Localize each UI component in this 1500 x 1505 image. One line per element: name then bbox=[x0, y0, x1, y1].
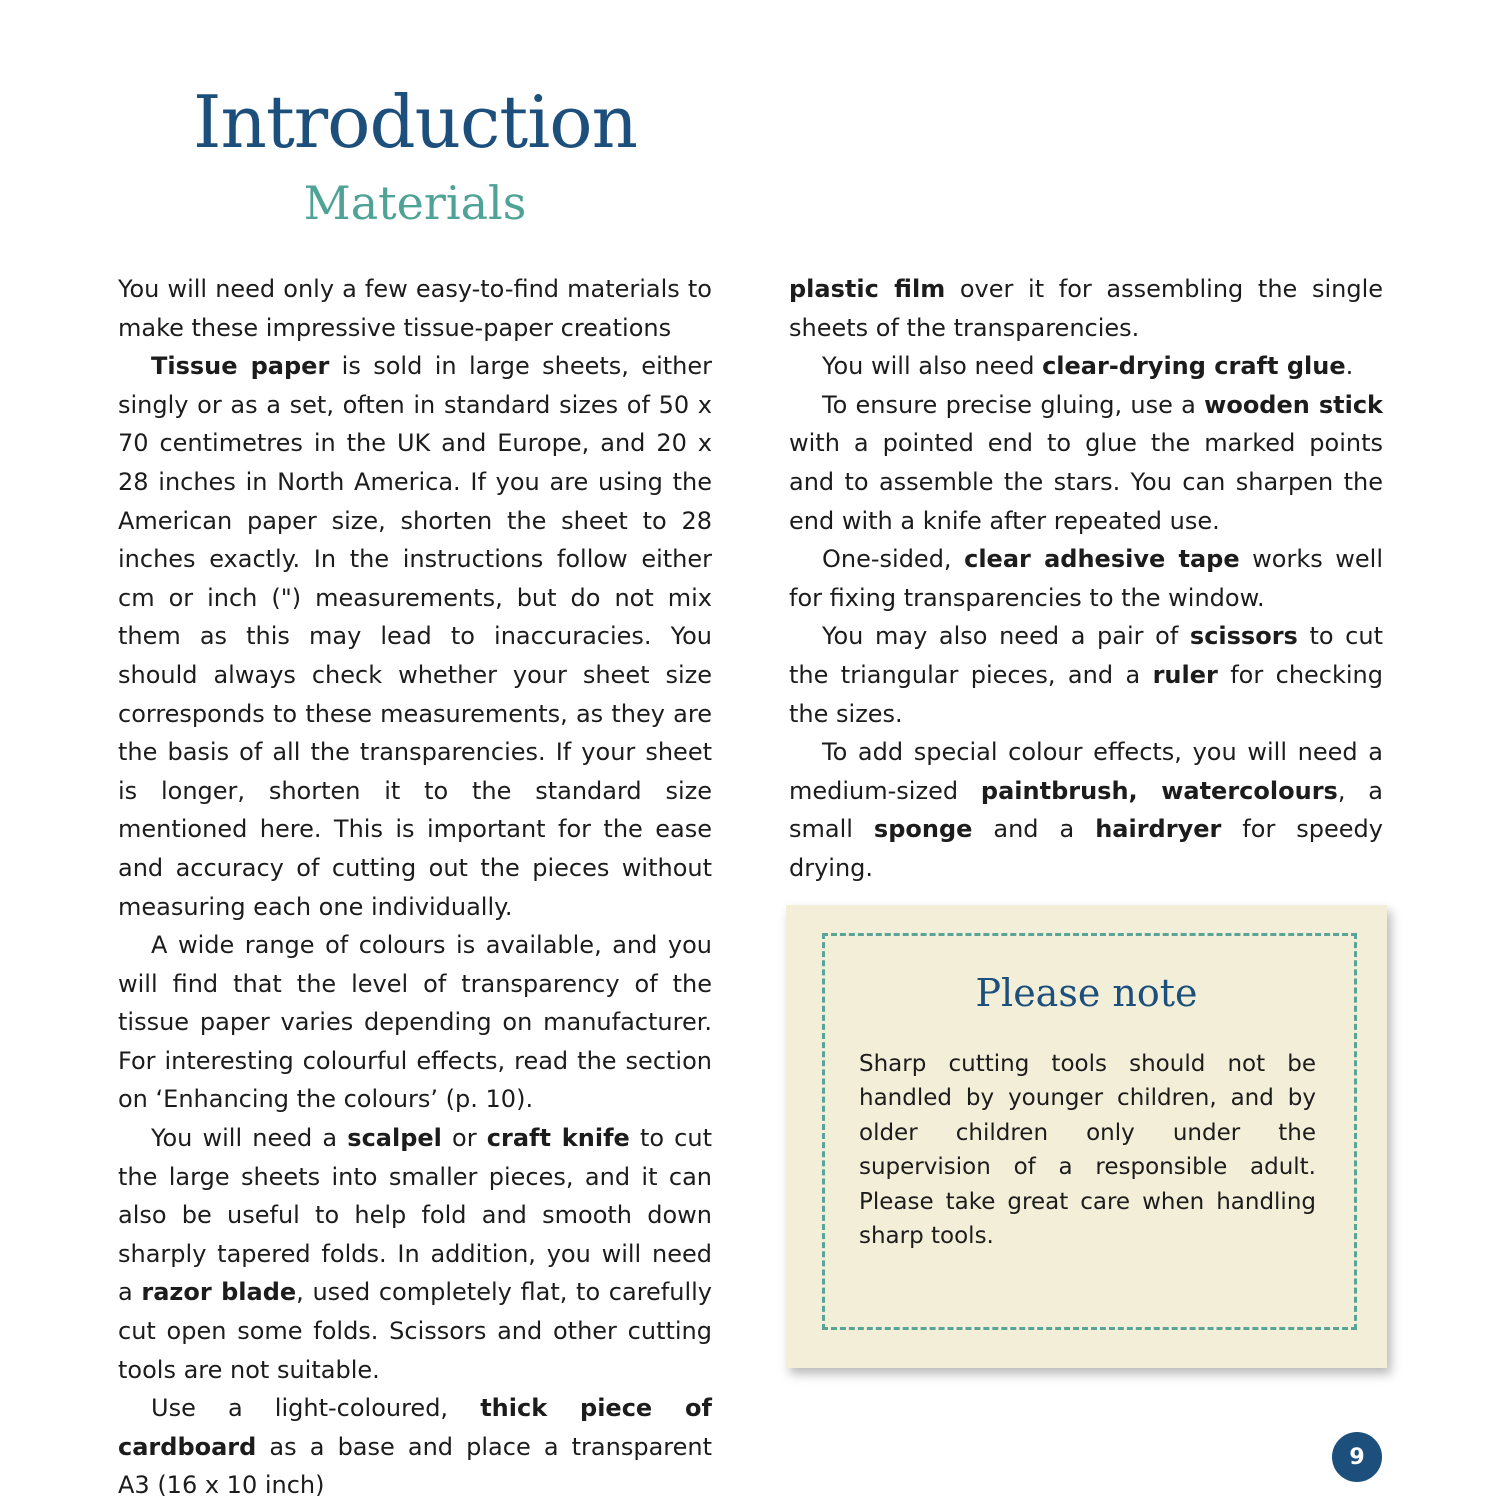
paragraph-tape: One-sided, clear adhesive tape works well for fixing transparencies to the window. bbox=[789, 545, 1383, 612]
bold-term: hairdryer bbox=[1095, 815, 1222, 844]
paragraph-scissors: You may also need a pair of scissors to cut the triangular pieces, and a ruler for checking the sizes. bbox=[789, 622, 1384, 728]
bold-term: wooden stick bbox=[1204, 390, 1384, 419]
note-title: Please note bbox=[975, 971, 1198, 1015]
section-subtitle: Materials bbox=[303, 176, 527, 230]
left-text-column bbox=[118, 270, 712, 1505]
paragraph-cutting-tools: You will need a scalpel or craft knife to cut the large sheets into smaller pieces, and it can also be useful to help fold and smooth down sharply tapered folds. In addition, you will need a razor blade, used completely flat, to carefully cut open some folds. Scissors and other cutting tools are not suitable. bbox=[118, 1124, 712, 1384]
bold-term: Tissue paper bbox=[151, 352, 330, 381]
paragraph-colour-effects: To add special colour effects, you will need a medium-sized paintbrush, watercolours, a small sponge and a hairdryer for speedy drying. bbox=[789, 738, 1383, 882]
please-note-box bbox=[786, 905, 1387, 1368]
paragraph-intro: You will need only a few easy-to-find materials to make these impressive tissue-paper creations bbox=[118, 275, 712, 342]
bold-term: ruler bbox=[1152, 660, 1218, 689]
bold-term: clear-drying craft glue bbox=[1042, 352, 1346, 381]
bold-term: clear adhesive tape bbox=[964, 545, 1240, 574]
bold-term: paintbrush, watercolours bbox=[980, 776, 1338, 805]
page-number-badge: 9 bbox=[1332, 1432, 1382, 1482]
bold-term: razor blade bbox=[141, 1278, 297, 1307]
right-text-column bbox=[789, 270, 1383, 888]
bold-term: thick piece of cardboard bbox=[118, 1394, 712, 1461]
bold-term: plastic film bbox=[789, 275, 946, 303]
page-title: Introduction bbox=[193, 80, 637, 164]
bold-term: craft knife bbox=[486, 1124, 630, 1153]
paragraph-cardboard: Use a light-coloured, thick piece of cardboard as a base and place a transparent A3 (16 x 10 inch) bbox=[118, 1394, 712, 1500]
paragraph-glue: You will also need clear-drying craft glue. bbox=[822, 352, 1354, 381]
bold-term: sponge bbox=[873, 815, 973, 844]
paragraph-tissue-paper: Tissue paper is sold in large sheets, either singly or as a set, often in standard sizes of 50 x 70 centimetres in the UK and Europe, and 20 x 28 inches in North America. If you are using the American paper size, shorten the sheet to 28 inches exactly. In the instructions follow either cm or inch (") measurements, but do not mix them as this may lead to inaccuracies. You should always check whether your sheet size corresponds to these measurements, as they are the basis of all the transparencies. If your sheet is longer, shorten it to the standard size mentioned here. This is important for the ease and accuracy of cutting out the pieces without measuring each one individually. bbox=[118, 352, 712, 921]
bold-term: scissors bbox=[1189, 622, 1298, 651]
bold-term: scalpel bbox=[347, 1124, 442, 1153]
paragraph-plastic-film: plastic film over it for assembling the single sheets of the transparencies. bbox=[789, 275, 1383, 342]
paragraph-colours: A wide range of colours is available, and you will find that the level of transparency of the tissue paper varies depending on manufacturer. For interesting colourful effects, read the section on ‘Enhancing the colours’ (p. 10). bbox=[118, 931, 712, 1114]
note-body: Sharp cutting tools should not be handled by younger children, and by older children only under the supervision of a responsible adult. Please take great care when handling sharp tools. bbox=[859, 1051, 1316, 1250]
paragraph-wooden-stick: To ensure precise gluing, use a wooden stick with a pointed end to glue the marked points and to assemble the stars. You can sharpen the end with a knife after repeated use. bbox=[789, 390, 1384, 535]
